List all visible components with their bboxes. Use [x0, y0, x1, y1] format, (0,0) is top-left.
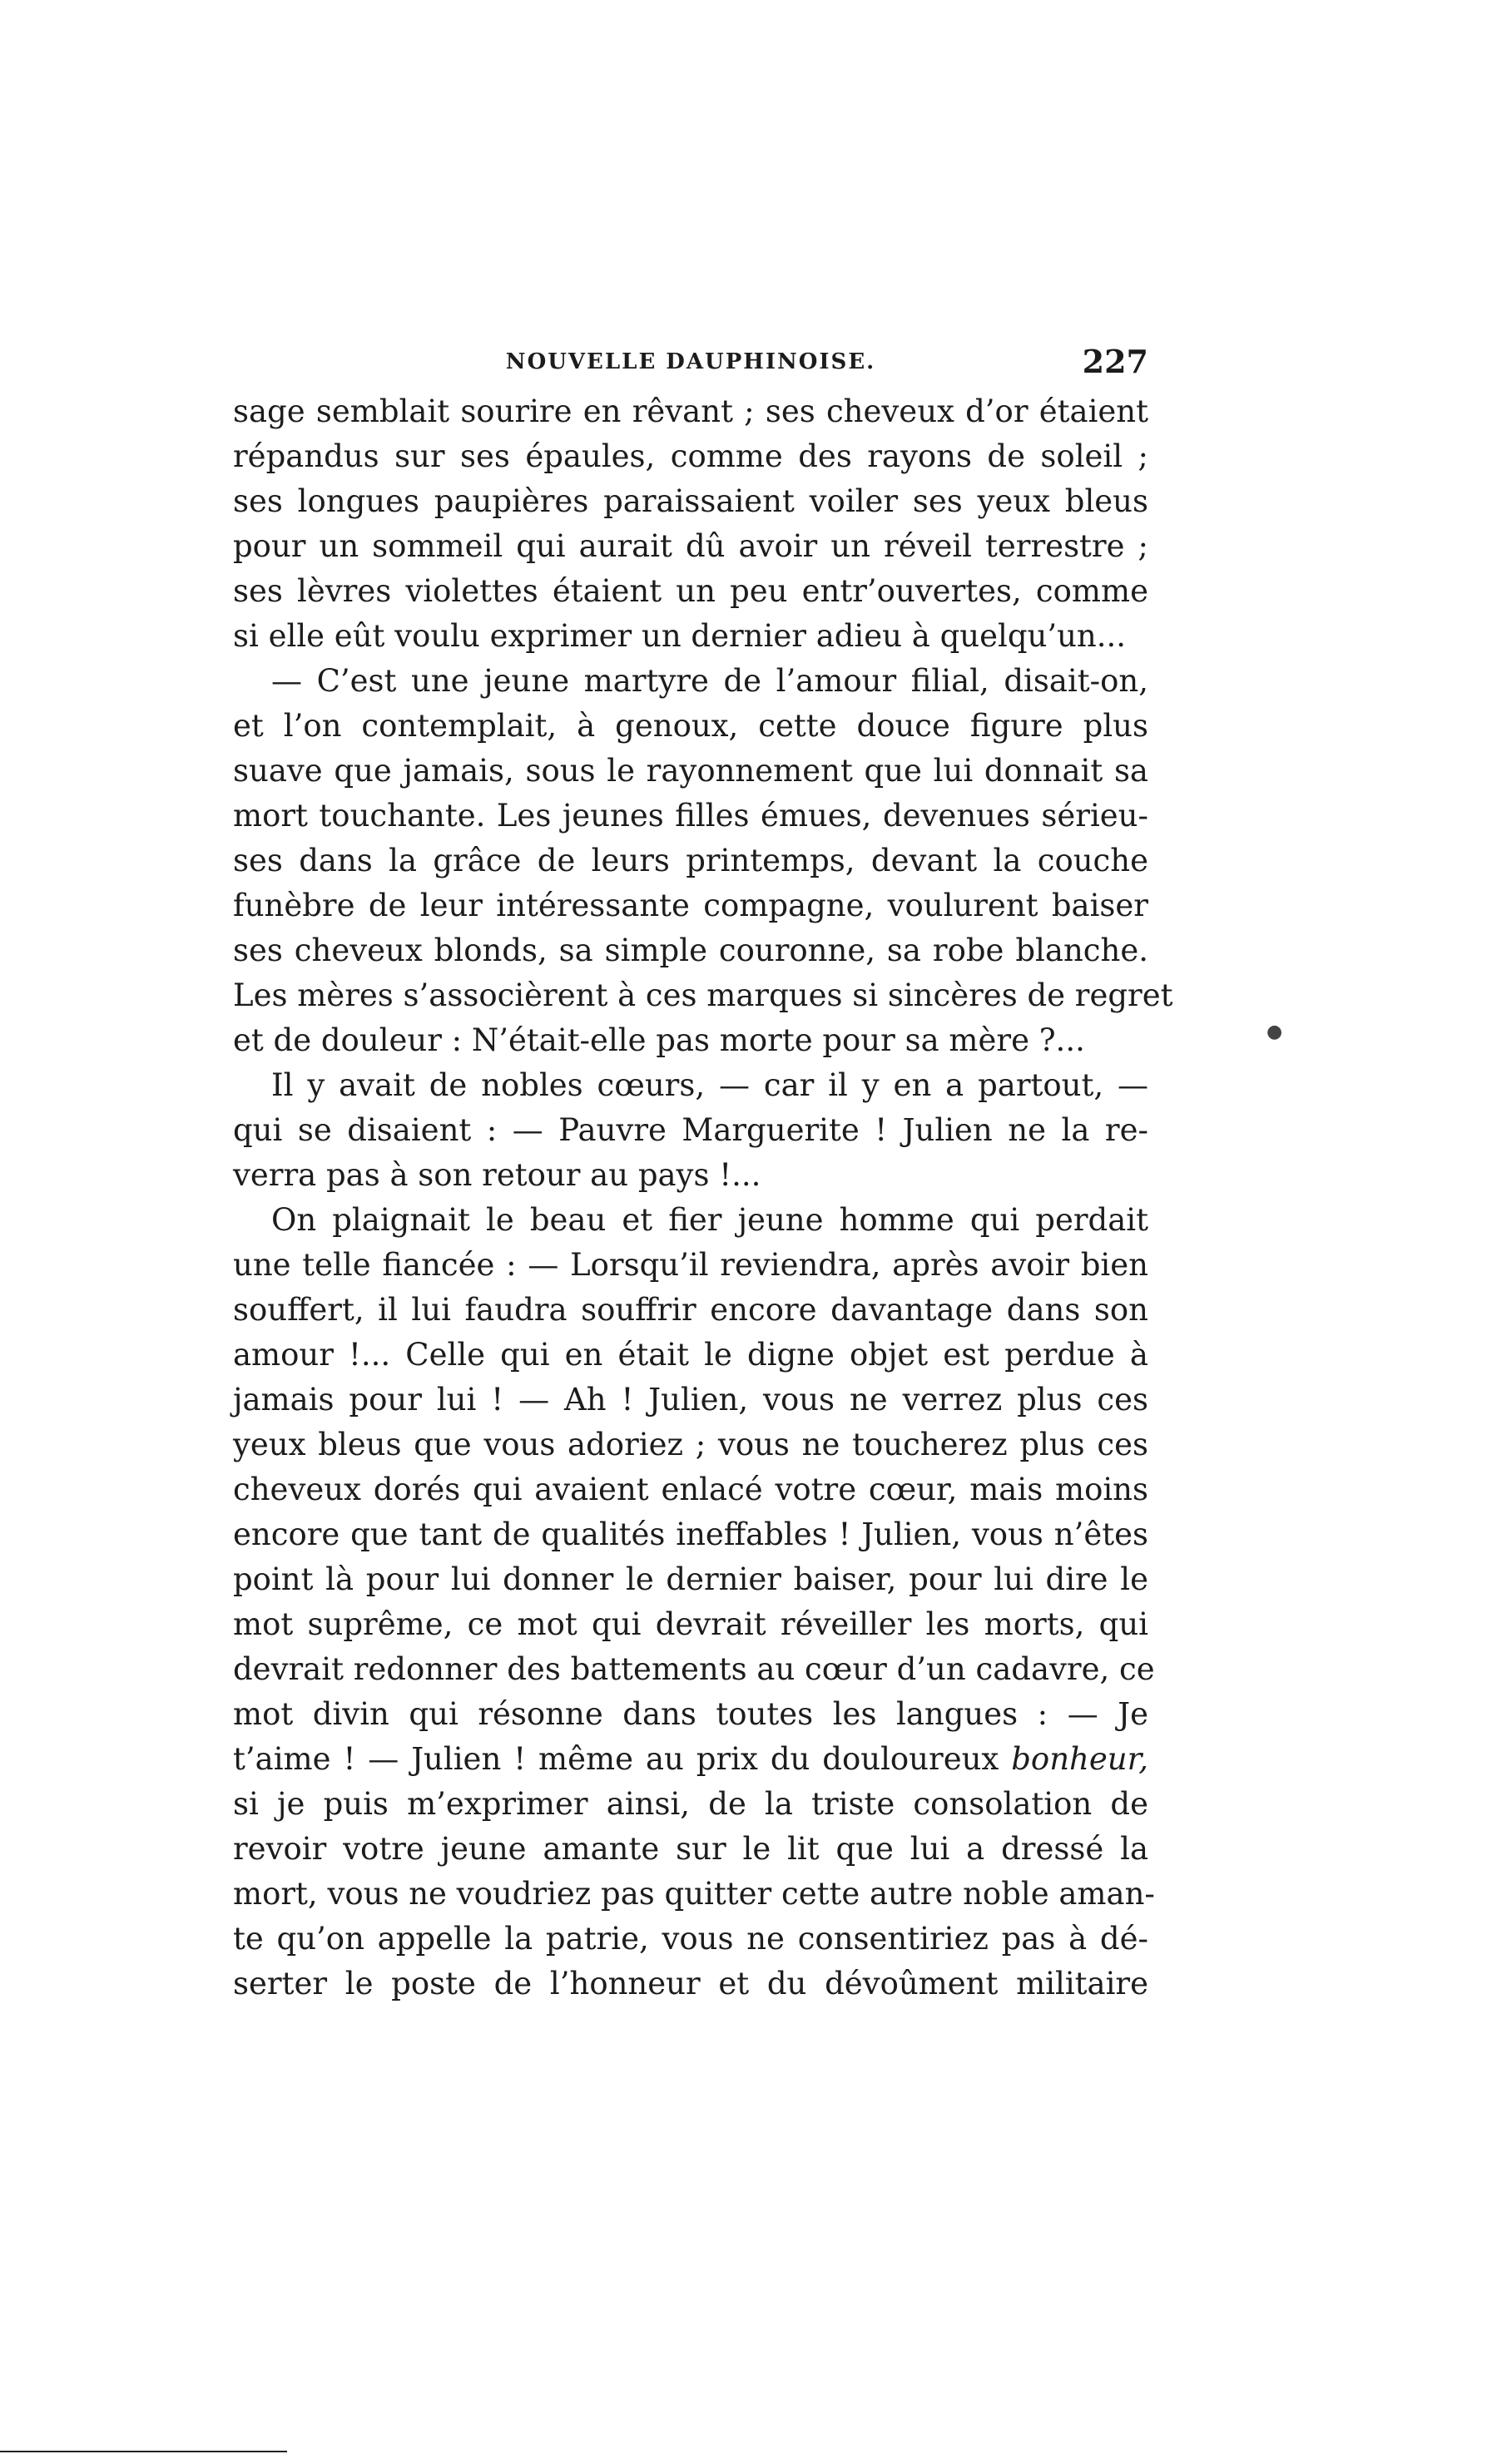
text-line: mot suprême, ce mot qui devrait réveiller les morts, qui — [233, 1606, 1148, 1642]
text-line: ses cheveux blonds, sa simple couronne, sa robe blanche. — [233, 933, 1148, 968]
text-line: jamais pour lui ! — Ah ! Julien, vous ne verrez plus ces — [233, 1382, 1148, 1418]
text-line: Les mères s’associèrent à ces marques si sincères de regret — [233, 977, 1173, 1013]
text-line: si elle eût voulu exprimer un dernier adieu à quelqu’un... — [233, 618, 1127, 654]
footer-rule — [0, 2451, 287, 2452]
text-line: souffert, il lui faudra souffrir encore davantage dans son — [233, 1292, 1148, 1328]
text-line: amour !... Celle qui en était le digne objet est perdue à — [233, 1337, 1148, 1373]
italic-word: bonheur, — [1011, 1741, 1148, 1777]
text-line: revoir votre jeune amante sur le lit que lui a dressé la — [233, 1831, 1148, 1867]
text-line: qui se disaient : — Pauvre Marguerite ! Julien ne la re- — [233, 1112, 1148, 1148]
text-line: yeux bleus que vous adoriez ; vous ne toucherez plus ces — [233, 1427, 1148, 1462]
text-line: pour un sommeil qui aurait dû avoir un réveil terrestre ; — [233, 528, 1148, 564]
text-line: si je puis m’exprimer ainsi, de la triste consolation de — [233, 1786, 1148, 1822]
text-line: une telle fiancée : — Lorsqu’il reviendra, après avoir bien — [233, 1247, 1148, 1283]
text-line: et de douleur : N’était-elle pas morte pour sa mère ?... — [233, 1022, 1085, 1058]
text-line: et l’on contemplait, à genoux, cette douce figure plus — [233, 708, 1148, 744]
text-line: encore que tant de qualités ineffables ! Julien, vous n’êtes — [233, 1516, 1148, 1552]
text-line: répandus sur ses épaules, comme des rayons de soleil ; — [233, 438, 1148, 474]
text-line: mort, vous ne voudriez pas quitter cette autre noble aman- — [233, 1876, 1155, 1912]
text-line: devrait redonner des battements au cœur d’un cadavre, ce — [233, 1651, 1155, 1687]
text-line-with-italic — [233, 1737, 1148, 1782]
running-title: NOUVELLE DAUPHINOISE. — [505, 349, 876, 374]
text-line: On plaignait le beau et fier jeune homme qui perdait — [271, 1202, 1148, 1238]
body-text — [233, 389, 1173, 2006]
text-line: mort touchante. Les jeunes filles émues, devenues sérieu- — [233, 798, 1148, 834]
text-line: ses dans la grâce de leurs printemps, devant la couche — [233, 843, 1148, 878]
text-line: — C’est une jeune martyre de l’amour filial, disait-on, — [271, 663, 1148, 699]
text-line: verra pas à son retour au pays !... — [233, 1157, 761, 1193]
text-line: serter le poste de l’honneur et du dévoûment militaire — [233, 1966, 1148, 2001]
text-line: ses longues paupières paraissaient voiler ses yeux bleus — [233, 483, 1148, 519]
text-line: suave que jamais, sous le rayonnement que lui donnait sa — [233, 753, 1148, 789]
text-line: sage semblait sourire en rêvant ; ses cheveux d’or étaient — [233, 393, 1148, 429]
text-line: mot divin qui résonne dans toutes les langues : — Je — [233, 1696, 1148, 1732]
text-line: cheveux dorés qui avaient enlacé votre cœur, mais moins — [233, 1472, 1148, 1507]
page-header — [233, 343, 1148, 393]
page-number: 227 — [1082, 343, 1148, 380]
text-line: te qu’on appelle la patrie, vous ne consentiriez pas à dé- — [233, 1921, 1148, 1957]
text-line: Il y avait de nobles cœurs, — car il y en a partout, — — [271, 1067, 1148, 1103]
margin-dot-icon: ● — [1266, 1022, 1283, 1042]
text-line: funèbre de leur intéressante compagne, voulurent baiser — [233, 888, 1148, 923]
text-line-start: t’aime ! — Julien ! même au prix du douloureux — [233, 1741, 999, 1777]
text-line: point là pour lui donner le dernier baiser, pour lui dire le — [233, 1561, 1148, 1597]
text-line: ses lèvres violettes étaient un peu entr’ouvertes, comme — [233, 573, 1148, 609]
